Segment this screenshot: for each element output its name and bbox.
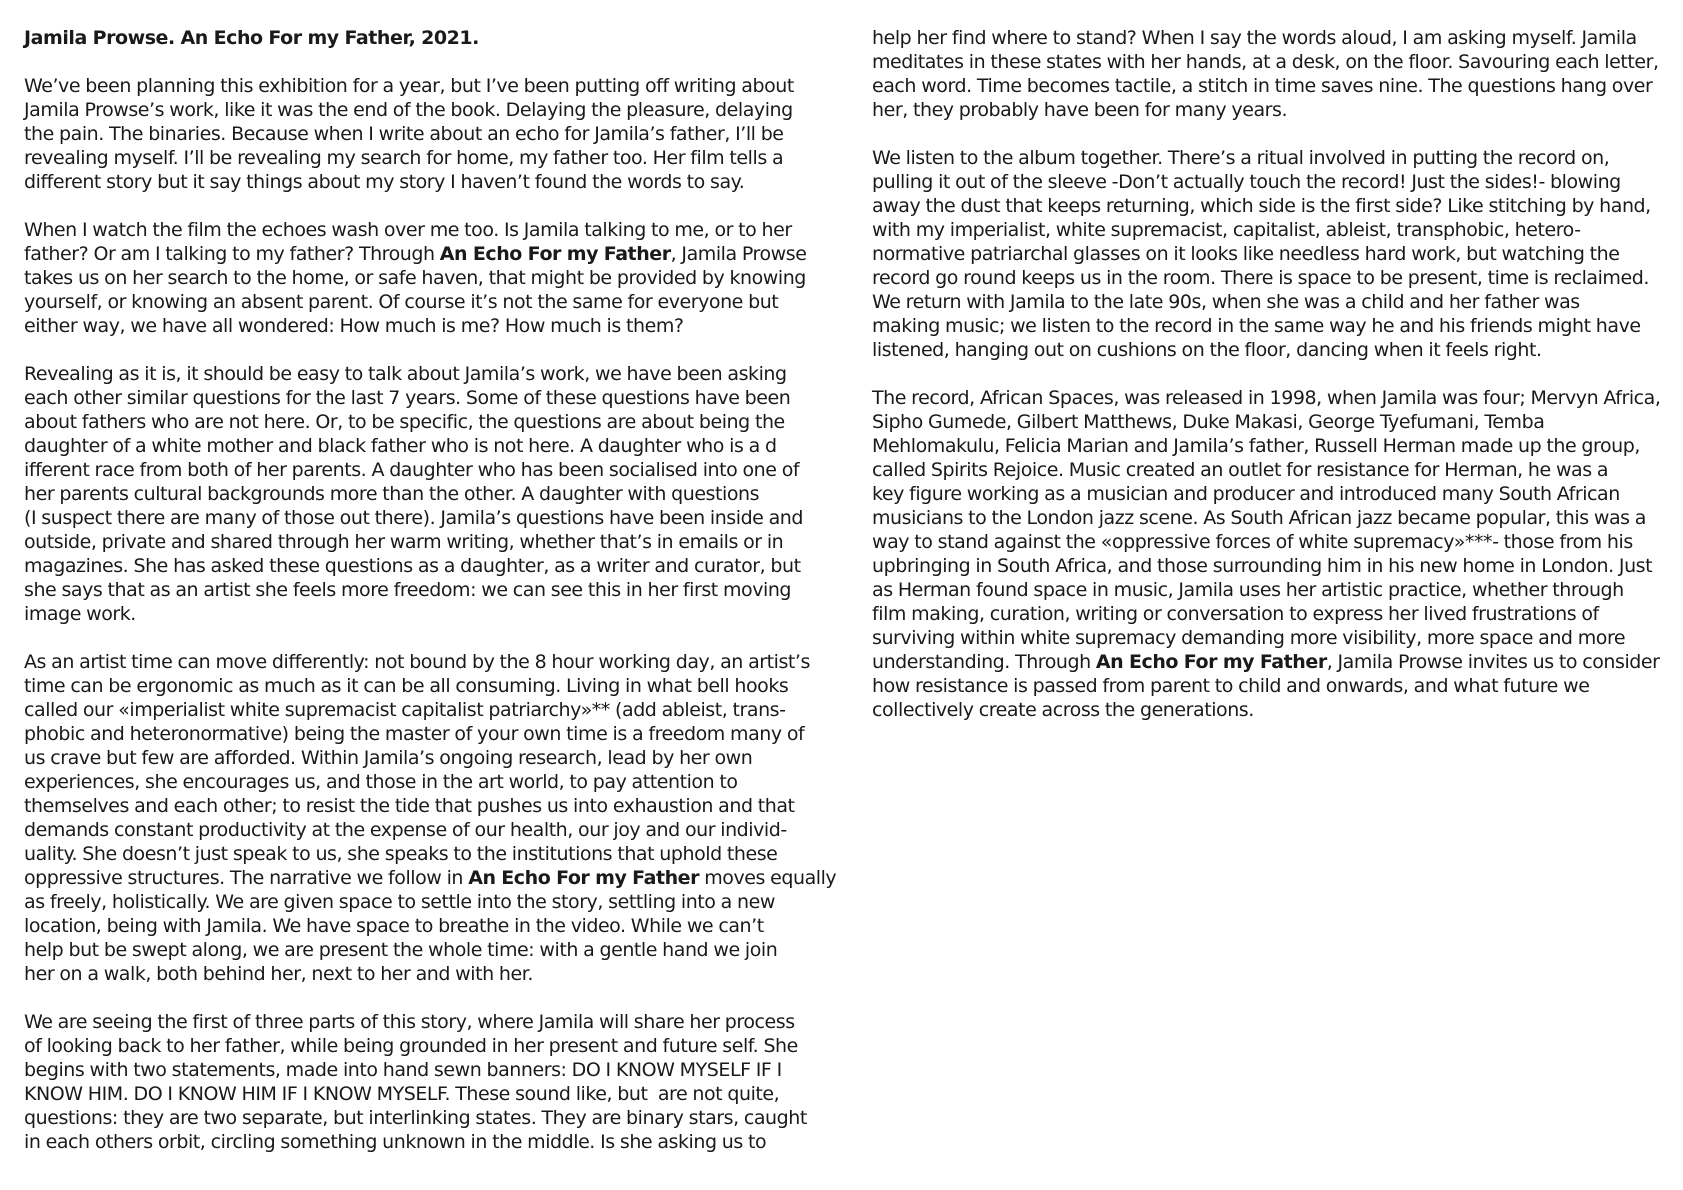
- paragraph-gap: [24, 338, 824, 362]
- text-line: [872, 650, 1662, 674]
- paragraph: [24, 362, 824, 626]
- paragraph-gap: [24, 50, 824, 74]
- paragraph-gap: [24, 986, 824, 1010]
- text-segment: the pain. The binaries. Because when I write about an echo for Jamila’s father, I’ll be: [24, 123, 784, 145]
- text-line: [24, 1034, 824, 1058]
- paragraph-gap: [872, 122, 1662, 146]
- text-segment: father? Or am I talking to my father? Through: [24, 243, 440, 265]
- text-segment: about fathers who are not here. Or, to be specific, the questions are about being the: [24, 411, 785, 433]
- text-segment: magazines. She has asked these questions as a daughter, as a writer and curator, but: [24, 555, 801, 577]
- text-line: [24, 146, 824, 170]
- text-segment: revealing myself. I’ll be revealing my search for home, my father too. Her film tells a: [24, 147, 784, 169]
- text-line: [24, 434, 824, 458]
- text-line: [24, 698, 824, 722]
- text-segment: in each others orbit, circling something unknown in the middle. Is she asking us to: [24, 1131, 767, 1153]
- text-segment: questions: they are two separate, but interlinking states. They are binary stars, caught: [24, 1107, 807, 1129]
- text-line: [24, 1010, 824, 1034]
- text-line: [872, 506, 1662, 530]
- text-segment: (I suspect there are many of those out there). Jamila’s questions have been inside and: [24, 507, 804, 529]
- paragraph: [872, 26, 1662, 122]
- text-line: [24, 602, 824, 626]
- text-segment: called Spirits Rejoice. Music created an outlet for resistance for Herman, he was a: [872, 459, 1609, 481]
- text-segment: her on a walk, both behind her, next to her and with her.: [24, 963, 533, 985]
- text-line: [24, 98, 824, 122]
- text-line: [872, 698, 1662, 722]
- text-segment: uality. She doesn’t just speak to us, she speaks to the institutions that uphold these: [24, 843, 778, 865]
- text-line: [872, 218, 1662, 242]
- text-segment: record go round keeps us in the room. There is space to be present, time is reclaimed.: [872, 267, 1649, 289]
- text-segment: collectively create across the generations.: [872, 699, 1254, 721]
- text-segment: each word. Time becomes tactile, a stitch in time saves nine. The questions hang over: [872, 75, 1653, 97]
- text-segment: As an artist time can move differently: not bound by the 8 hour working day, an artist’s: [24, 651, 810, 673]
- text-line: [872, 338, 1662, 362]
- text-segment: away the dust that keeps returning, which side is the first side? Like stitching by hand,: [872, 195, 1651, 217]
- text-segment: normative patriarchal glasses on it looks like needless hard work, but watching the: [872, 243, 1620, 265]
- text-segment: how resistance is passed from parent to child and onwards, and what future we: [872, 675, 1590, 697]
- text-line: [872, 266, 1662, 290]
- text-line: [872, 194, 1662, 218]
- text-line: [24, 674, 824, 698]
- text-line: [24, 1130, 824, 1154]
- text-line: [872, 50, 1662, 74]
- text-segment: meditates in these states with her hands, at a desk, on the floor. Savouring each letter,: [872, 51, 1659, 73]
- text-segment: help her find where to stand? When I say the words aloud, I am asking myself. Jamila: [872, 27, 1637, 49]
- text-segment: time can be ergonomic as much as it can be all consuming. Living in what bell hooks: [24, 675, 789, 697]
- text-segment: of looking back to her father, while being grounded in her present and future self. She: [24, 1035, 798, 1057]
- text-line: [872, 530, 1662, 554]
- text-line: [24, 794, 824, 818]
- text-line: [872, 74, 1662, 98]
- text-line: [24, 266, 824, 290]
- text-segment: experiences, she encourages us, and those in the art world, to pay attention to: [24, 771, 738, 793]
- text-segment: us crave but few are afforded. Within Jamila’s ongoing research, lead by her own: [24, 747, 753, 769]
- text-segment: yourself, or knowing an absent parent. Of course it’s not the same for everyone but: [24, 291, 779, 313]
- text-line: [872, 410, 1662, 434]
- text-line: [24, 578, 824, 602]
- text-segment: musicians to the London jazz scene. As South African jazz became popular, this was a: [872, 507, 1646, 529]
- text-line: [24, 482, 824, 506]
- text-segment: We are seeing the first of three parts of this story, where Jamila will share her process: [24, 1011, 795, 1033]
- text-segment: When I watch the film the echoes wash over me too. Is Jamila talking to me, or to her: [24, 219, 792, 241]
- right-column: [872, 26, 1662, 722]
- text-segment: daughter of a white mother and black father who is not here. A daughter who is a d: [24, 435, 777, 457]
- text-segment: making music; we listen to the record in the same way he and his friends might have: [872, 315, 1641, 337]
- text-line: [872, 26, 1662, 50]
- text-line: [872, 578, 1662, 602]
- text-line: [24, 842, 824, 866]
- text-line: [24, 74, 824, 98]
- text-line: [872, 458, 1662, 482]
- text-line: [872, 482, 1662, 506]
- text-segment: way to stand against the «oppressive forces of white supremacy»***- those from his: [872, 531, 1633, 553]
- left-column: [24, 26, 837, 1154]
- text-segment: called our «imperialist white supremacist capitalist patriarchy»** (add ableist, trans-: [24, 699, 786, 721]
- text-segment: The record, African Spaces, was released in 1998, when Jamila was four; Mervyn Africa,: [872, 387, 1661, 409]
- text-segment: each other similar questions for the last 7 years. Some of these questions have been: [24, 387, 791, 409]
- text-segment: as Herman found space in music, Jamila uses her artistic practice, whether through: [872, 579, 1624, 601]
- text-line: [872, 386, 1662, 410]
- text-line: [24, 554, 824, 578]
- text-line: [872, 146, 1662, 170]
- text-segment: We return with Jamila to the late 90s, when she was a child and her father was: [872, 291, 1580, 313]
- text-line: [24, 410, 824, 434]
- text-segment: We’ve been planning this exhibition for a year, but I’ve been putting off writing about: [24, 75, 794, 97]
- document-title: Jamila Prowse. An Echo For my Father, 2021.: [24, 27, 479, 49]
- text-segment: with my imperialist, white supremacist, capitalist, ableist, transphobic, hetero-: [872, 219, 1581, 241]
- text-segment: Jamila Prowse’s work, like it was the end of the book. Delaying the pleasure, delaying: [24, 99, 793, 121]
- text-segment: pulling it out of the sleeve -Don’t actually touch the record! Just the sides!- blowing: [872, 171, 1621, 193]
- paragraph-gap: [24, 626, 824, 650]
- text-segment: , Jamila Prowse: [670, 243, 807, 265]
- text-segment: begins with two statements, made into hand sewn banners: DO I KNOW MYSELF IF I: [24, 1059, 782, 1081]
- bold-work-title: An Echo For my Father: [439, 243, 671, 265]
- text-line: [24, 818, 824, 842]
- text-segment: image work.: [24, 603, 136, 625]
- text-line: [24, 362, 824, 386]
- text-line: [24, 722, 824, 746]
- text-line: [872, 554, 1662, 578]
- text-line: [24, 962, 824, 986]
- text-line: [872, 674, 1662, 698]
- text-segment: understanding. Through: [872, 651, 1096, 673]
- text-segment: different story but it say things about my story I haven’t found the words to say.: [24, 171, 745, 193]
- text-segment: moves equally: [699, 867, 837, 889]
- text-segment: key figure working as a musician and producer and introduced many South African: [872, 483, 1620, 505]
- text-line: [24, 314, 824, 338]
- right-column-body: [872, 26, 1662, 722]
- text-segment: themselves and each other; to resist the tide that pushes us into exhaustion and that: [24, 795, 795, 817]
- text-line: [24, 458, 824, 482]
- text-segment: film making, curation, writing or conversation to express her lived frustrations of: [872, 603, 1599, 625]
- text-segment: surviving within white supremacy demanding more visibility, more space and more: [872, 627, 1626, 649]
- text-line: [24, 650, 824, 674]
- text-segment: KNOW HIM. DO I KNOW HIM IF I KNOW MYSELF. These sound like, but are not quite,: [24, 1083, 780, 1105]
- text-line: [24, 530, 824, 554]
- paragraph: [872, 146, 1662, 362]
- text-segment: she says that as an artist she feels more freedom: we can see this in her first moving: [24, 579, 792, 601]
- text-line: [872, 170, 1662, 194]
- left-column-body: [24, 74, 837, 1154]
- text-segment: Revealing as it is, it should be easy to talk about Jamila’s work, we have been asking: [24, 363, 787, 385]
- bold-work-title: An Echo For my Father: [468, 867, 700, 889]
- text-segment: her parents cultural backgrounds more than the other. A daughter with questions: [24, 483, 760, 505]
- text-line: [872, 434, 1662, 458]
- text-line: [24, 1106, 824, 1130]
- text-line: [24, 914, 824, 938]
- text-line: [24, 506, 824, 530]
- text-segment: oppressive structures. The narrative we follow in: [24, 867, 469, 889]
- paragraph: [24, 218, 824, 338]
- text-line: [24, 1082, 824, 1106]
- text-segment: location, being with Jamila. We have space to breathe in the video. While we can’t: [24, 915, 764, 937]
- text-line: [872, 602, 1662, 626]
- text-segment: her, they probably have been for many years.: [872, 99, 1288, 121]
- paragraph: [24, 1010, 824, 1154]
- text-line: [24, 122, 824, 146]
- text-line: [24, 866, 837, 890]
- text-segment: , Jamila Prowse invites us to consider: [1326, 651, 1660, 673]
- text-segment: phobic and heteronormative) being the master of your own time is a freedom many of: [24, 723, 805, 745]
- text-line: [24, 938, 824, 962]
- text-line: [872, 314, 1662, 338]
- text-line: [872, 242, 1662, 266]
- text-line: [872, 626, 1662, 650]
- text-line: [872, 98, 1662, 122]
- text-line: [24, 746, 824, 770]
- text-line: [24, 218, 824, 242]
- text-line: [872, 290, 1662, 314]
- bold-work-title: An Echo For my Father: [1095, 651, 1327, 673]
- text-segment: Mehlomakulu, Felicia Marian and Jamila’s father, Russell Herman made up the group,: [872, 435, 1640, 457]
- text-line: [24, 290, 824, 314]
- paragraph: [24, 650, 837, 986]
- text-segment: takes us on her search to the home, or safe haven, that might be provided by knowing: [24, 267, 806, 289]
- text-segment: as freely, holistically. We are given space to settle into the story, settling into a new: [24, 891, 775, 913]
- text-line: [24, 770, 824, 794]
- text-line: [24, 1058, 824, 1082]
- paragraph: [24, 74, 824, 194]
- paragraph: [872, 386, 1662, 722]
- text-line: [24, 242, 824, 266]
- text-segment: either way, we have all wondered: How much is me? How much is them?: [24, 315, 684, 337]
- text-segment: outside, private and shared through her warm writing, whether that’s in emails or in: [24, 531, 784, 553]
- text-line: [24, 386, 824, 410]
- text-segment: demands constant productivity at the expense of our health, our joy and our individ-: [24, 819, 787, 841]
- paragraph-gap: [872, 362, 1662, 386]
- text-segment: Sipho Gumede, Gilbert Matthews, Duke Makasi, George Tyefumani, Temba: [872, 411, 1545, 433]
- text-segment: We listen to the album together. There’s a ritual involved in putting the record on,: [872, 147, 1610, 169]
- text-segment: ifferent race from both of her parents. A daughter who has been socialised into one of: [24, 459, 800, 481]
- paragraph-gap: [24, 194, 824, 218]
- text-line: [24, 890, 824, 914]
- text-line: [24, 170, 824, 194]
- text-segment: listened, hanging out on cushions on the floor, dancing when it feels right.: [872, 339, 1542, 361]
- text-segment: help but be swept along, we are present the whole time: with a gentle hand we join: [24, 939, 778, 961]
- text-segment: upbringing in South Africa, and those surrounding him in his new home in London. Just: [872, 555, 1653, 577]
